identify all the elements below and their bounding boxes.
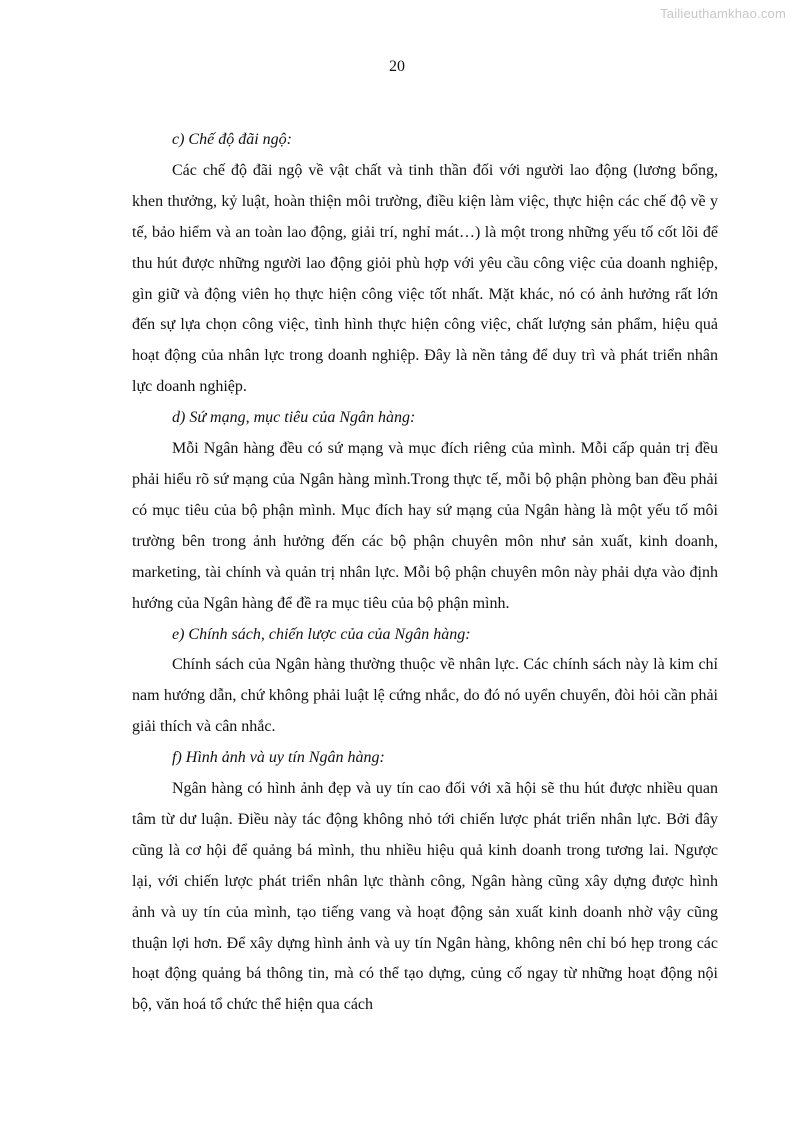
watermark: Tailieuthamkhao.com xyxy=(660,6,786,21)
section-paragraph: Mỗi Ngân hàng đều có sứ mạng và mục đích riêng của mình. Mỗi cấp quản trị đều phải hiểu rõ sứ mạng của Ngân hàng mình.Trong thực tế, mỗi bộ phận phòng ban đều phải có mục tiêu của bộ phận mình. Mục đích hay sứ mạng của Ngân hàng là một yếu tố môi trường bên trong ảnh hưởng đến các bộ phận chuyên môn như sản xuất, kinh doanh, marketing, tài chính và quản trị nhân lực. Mỗi bộ phận chuyên môn này phải dựa vào định hướng của Ngân hàng để đề ra mục tiêu của bộ phận mình. xyxy=(132,440,718,612)
section-che-do-dai-ngo xyxy=(132,125,718,403)
section-heading: c) Chế độ đãi ngộ: xyxy=(172,131,292,148)
section-paragraph: Ngân hàng có hình ảnh đẹp và uy tín cao đối với xã hội sẽ thu hút được nhiều quan tâm từ dư luận. Điều này tác động không nhỏ tới chiến lược phát triển nhân lực. Bởi đây cũng là cơ hội để quảng bá mình, thu nhiều hiệu quả kinh doanh trong tương lai. Ngược lại, với chiến lược phát triển nhân lực thành công, Ngân hàng cũng xây dựng được hình ảnh và uy tín của mình, tạo tiếng vang và hoạt động sản xuất kinh doanh nhờ vậy cũng thuận lợi hơn. Để xây dựng hình ảnh và uy tín Ngân hàng, không nên chỉ bó hẹp trong các hoạt động quảng bá thông tin, mà có thể tạo dựng, củng cố ngay từ những hoạt động nội bộ, văn hoá tổ chức thể hiện qua cách xyxy=(132,780,718,1014)
section-hinh-anh-uy-tin xyxy=(132,743,718,1021)
section-paragraph: Các chế độ đãi ngộ về vật chất và tinh thần đối với người lao động (lương bổng, khen thưởng, kỷ luật, hoàn thiện môi trường, điều kiện làm việc, thực hiện các chế độ về y tế, bảo hiểm và an toàn lao động, giải trí, nghỉ mát…) là một trong những yếu tố cốt lõi để thu hút được những người lao động giỏi phù hợp với yêu cầu công việc của doanh nghiệp, gìn giữ và động viên họ thực hiện công việc tốt nhất. Mặt khác, nó có ảnh hưởng rất lớn đến sự lựa chọn công việc, tình hình thực hiện công việc, chất lượng sản phẩm, hiệu quả hoạt động của nhân lực trong doanh nghiệp. Đây là nền tảng để duy trì và phát triển nhân lực doanh nghiệp. xyxy=(132,161,718,396)
document-body xyxy=(132,125,718,1021)
section-paragraph: Chính sách của Ngân hàng thường thuộc về nhân lực. Các chính sách này là kim chỉ nam hướng dẫn, chứ không phải luật lệ cứng nhắc, do đó nó uyển chuyển, đòi hỏi cần phải giải thích và cân nhắc. xyxy=(132,656,718,736)
section-su-mang-muc-tieu xyxy=(132,403,718,619)
section-heading: f) Hình ảnh và uy tín Ngân hàng: xyxy=(172,749,385,767)
page-number: 20 xyxy=(389,58,405,75)
section-chinh-sach-chien-luoc xyxy=(132,620,718,744)
section-heading: d) Sứ mạng, mục tiêu của Ngân hàng: xyxy=(172,409,416,427)
section-heading: e) Chính sách, chiến lược của của Ngân hàng: xyxy=(172,625,471,643)
